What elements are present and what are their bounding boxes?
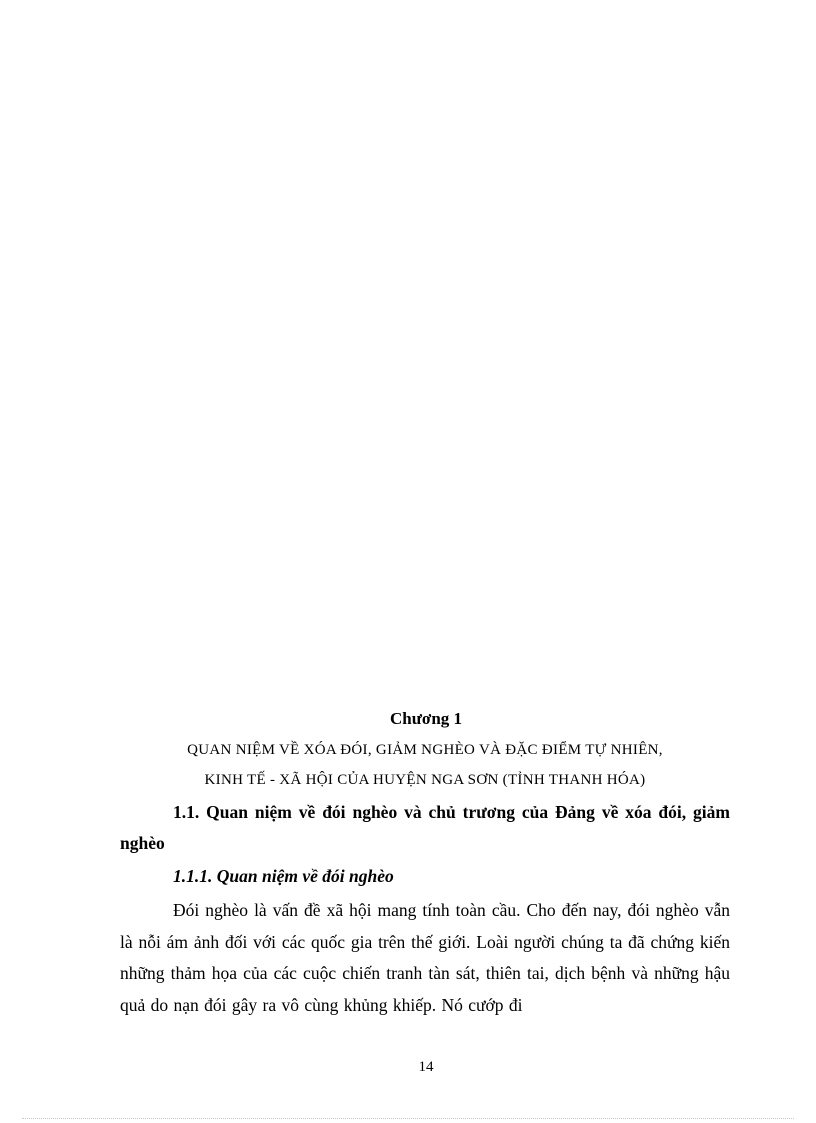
body-paragraph: Đói nghèo là vấn đề xã hội mang tính toàn cầu. Cho đến nay, đói nghèo vẫn là nỗi ám ảnh đối với các quốc gia trên thế giới. Loài người chúng ta đã chứng kiến những thảm họa của các cuộc chiến tranh tàn sát, thiên tai, dịch bệnh và những hậu quả do nạn đói gây ra vô cùng khủng khiếp. Nó cướp đi <box>120 900 730 1015</box>
subsection-heading: 1.1.1. Quan niệm về đói nghèo <box>173 866 394 886</box>
page-number: 14 <box>418 1059 434 1075</box>
chapter-heading-line-1: QUAN NIỆM VỀ XÓA ĐÓI, GIẢM NGHÈO VÀ ĐẶC ĐIỂM TỰ NHIÊN, <box>187 742 663 758</box>
chapter-heading-line-2: KINH TẾ - XÃ HỘI CỦA HUYỆN NGA SƠN (TỈNH THANH HÓA) <box>204 772 646 788</box>
section-heading: 1.1. Quan niệm về đói nghèo và chủ trương của Đảng về xóa đói, giảm nghèo <box>120 802 730 853</box>
page-bottom-divider <box>22 1118 794 1119</box>
chapter-title: Chương 1 <box>389 709 463 728</box>
